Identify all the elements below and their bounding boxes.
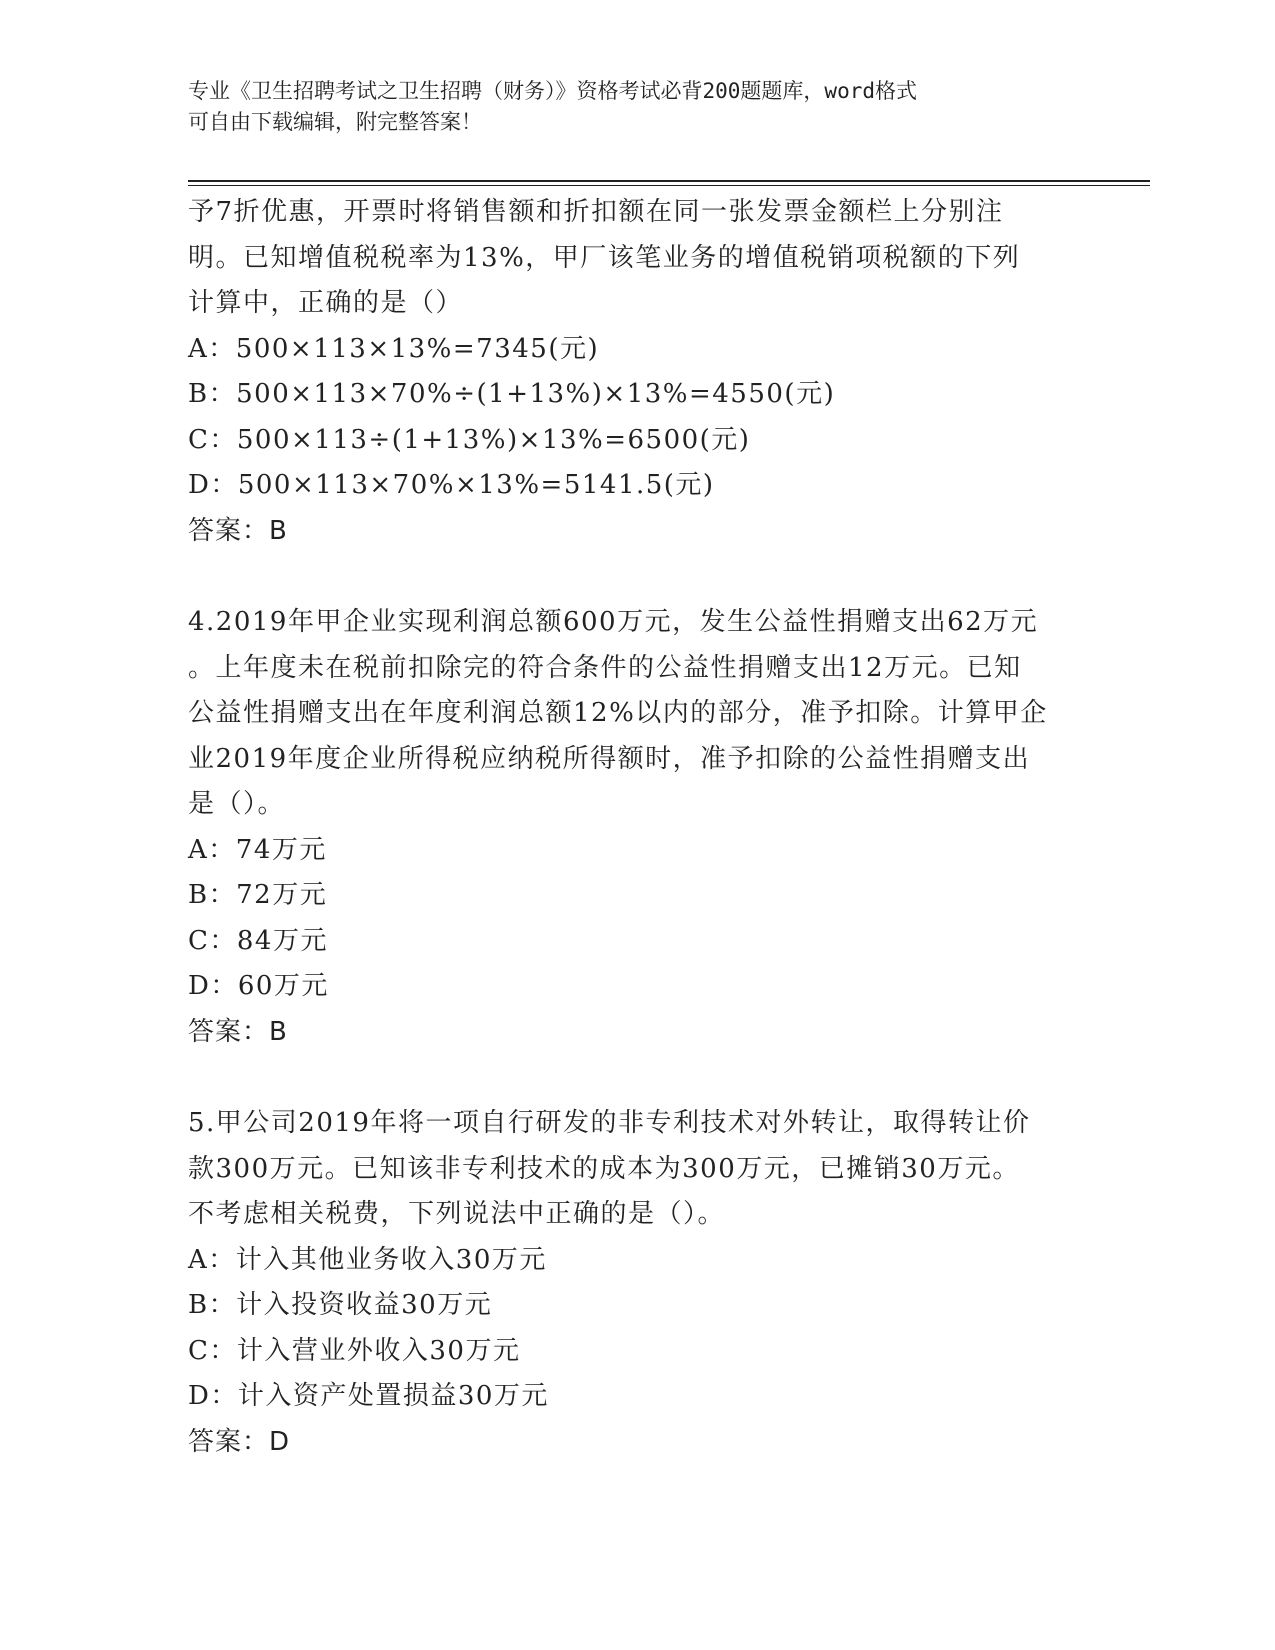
header-rule-thin: [188, 185, 1150, 186]
question-stem-line: 予7折优惠，开票时将销售额和折扣额在同一张发票金额栏上分别注: [188, 197, 1004, 227]
question-stem-line: 明。已知增值税税率为13%，甲厂该笔业务的增值税销项税额的下列: [188, 242, 1021, 273]
option-a: A：计入其他业务收入30万元: [188, 1244, 547, 1275]
question-stem-line: 是（）。: [188, 789, 286, 819]
question-4: [188, 600, 1088, 1055]
option-b: B：72万元: [188, 880, 328, 910]
option-d: D：60万元: [188, 971, 329, 1001]
answer-line: 答案：B: [188, 1016, 288, 1047]
option-c: C：84万元: [188, 925, 328, 956]
option-d: D：计入资产处置损益30万元: [188, 1381, 549, 1411]
document-header: [188, 76, 1068, 138]
question-stem-line: 款300万元。已知该非专利技术的成本为300万元，已摊销30万元。: [188, 1153, 1020, 1184]
header-rule-thick: [188, 180, 1150, 182]
question-stem-line: 4.2019年甲企业实现利润总额600万元，发生公益性捐赠支出62万元: [188, 607, 1039, 637]
option-b: B：500×113×70%÷(1+13%)×13%=4550(元): [188, 379, 836, 409]
question-list: [188, 190, 1088, 1465]
option-c: C：500×113÷(1+13%)×13%=6500(元): [188, 424, 751, 455]
question-stem-line: 。上年度未在税前扣除完的符合条件的公益性捐赠支出12万元。已知: [188, 652, 1022, 683]
option-a: A：500×113×13%=7345(元): [188, 333, 600, 364]
answer-line: 答案：B: [188, 515, 288, 546]
option-d: D：500×113×70%×13%=5141.5(元): [188, 470, 715, 500]
question-5: [188, 1101, 1088, 1465]
header-line-2: 可自由下载编辑，附完整答案！: [188, 110, 482, 134]
question-stem-line: 5.甲公司2019年将一项自行研发的非专利技术对外转让，取得转让价: [188, 1108, 1031, 1138]
question-stem-line: 计算中，正确的是（）: [188, 288, 464, 318]
question-stem-line: 不考虑相关税费，下列说法中正确的是（）。: [188, 1199, 726, 1229]
question-stem-line: 业2019年度企业所得税应纳税所得额时，准予扣除的公益性捐赠支出: [188, 743, 1031, 774]
question-stem-line: 公益性捐赠支出在年度利润总额12%以内的部分，准予扣除。计算甲企: [188, 698, 1048, 728]
option-b: B：计入投资收益30万元: [188, 1290, 493, 1320]
option-a: A：74万元: [188, 834, 327, 865]
header-line-1: 专业《卫生招聘考试之卫生招聘（财务）》资格考试必背200题题库，word格式: [188, 79, 917, 103]
answer-line: 答案：D: [188, 1426, 291, 1457]
option-c: C：计入营业外收入30万元: [188, 1335, 521, 1366]
question-3: [188, 190, 1088, 554]
